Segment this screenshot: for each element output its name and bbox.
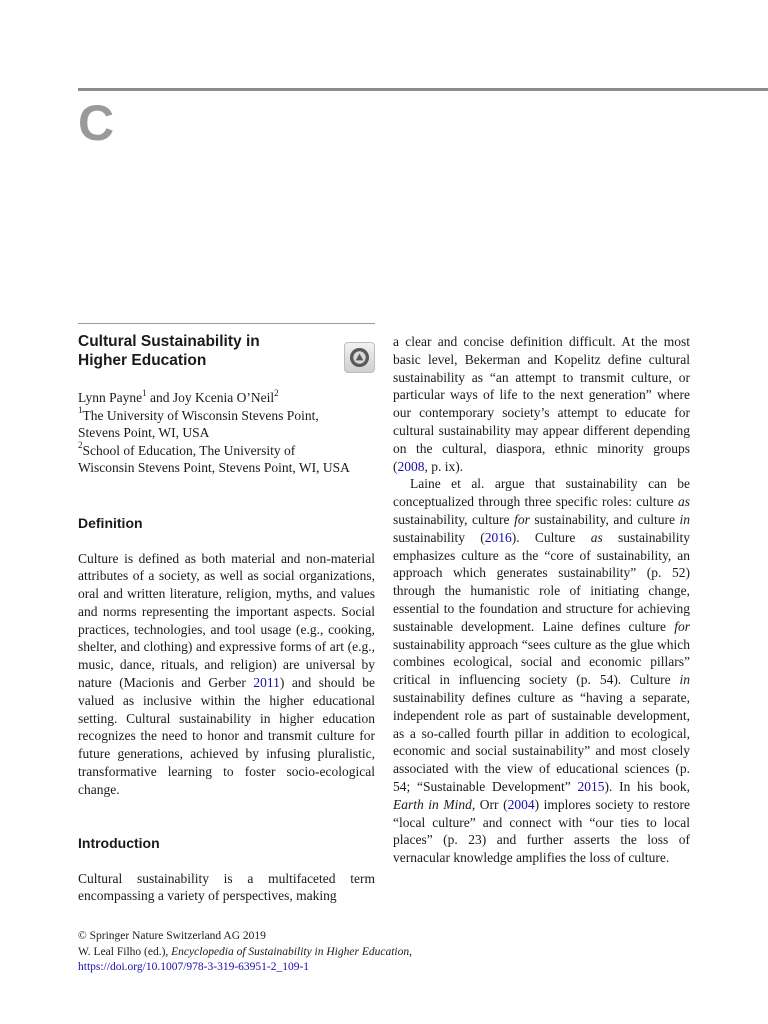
- right-column: [393, 333, 690, 867]
- section-letter: C: [78, 95, 115, 151]
- title-rule: [78, 323, 375, 324]
- doi-link[interactable]: https://doi.org/10.1007/978-3-319-63951-2_109-1: [78, 961, 310, 973]
- right-paragraph-2: Laine et al. argue that sustainability can be conceptualized through three specific roles: culture as sustainability, culture for sustainability, and culture in sustainability (2016). Culture as sustainability emphasizes culture as the “core of sustainability, an approach which generates sustainability” (p. 52) through the humanistic role of initiating change, essential to the foundation and structure for achieving sustainable development. Laine defines culture for sustainability approach “sees culture as the glue which combines ecological, social and economic pillars” critical in influencing society (p. 54). Culture in sustainability defines culture as “having a separate, independent role as part of sustainable development, as a so-called fourth pillar in addition to ecological, economic and social sustainability” and most closely associated with the view of educational sciences (p. 54; “Sustainable Development” 2015). In his book, Earth in Mind, Orr (2004) implores society to restore “local culture” and connect with “our ties to local places” (p. 23) and further asserts the loss of vernacular knowledge amplifies the loss of culture.: [393, 476, 691, 866]
- footer: [78, 929, 412, 976]
- citation-link-2015[interactable]: 2015: [577, 778, 605, 794]
- citation-link-2008[interactable]: 2008: [397, 458, 425, 474]
- crossmark-icon[interactable]: [344, 342, 375, 373]
- title-block: [78, 332, 375, 370]
- authors: Lynn Payne$^1$ and Joy Kcenia O’Neil$^2$: [78, 387, 279, 405]
- definition-heading: Definition: [78, 514, 143, 531]
- article-title: Cultural Sustainability in Higher Education: [78, 333, 260, 369]
- introduction-heading: Introduction: [78, 834, 160, 851]
- citation: W. Leal Filho (ed.), Encyclopedia of Sustainability in Higher Education,: [78, 945, 412, 958]
- right-paragraph-1: a clear and concise definition difficult. At the most basic level, Bekerman and Kopelitz define cultural sustainability as “an attempt to transmit culture, or particular ways of life to the next generation” where our contemporary society’s attempt to educate for cultural sustainability may appear different depending on the cultural, diaspora, ethnic minority groups (2008, p. ix).: [393, 334, 690, 474]
- left-column: [78, 323, 375, 905]
- citation-link-2011[interactable]: 2011: [253, 675, 280, 691]
- citation-link-2016[interactable]: 2016: [484, 529, 512, 545]
- copyright: © Springer Nature Switzerland AG 2019: [78, 930, 266, 942]
- introduction-paragraph: Cultural sustainability is a multifaceted term encompassing a variety of perspectives, making: [78, 870, 375, 904]
- definition-paragraph: Culture is defined as both material and non-material attributes of a society, as well as social organizations, oral and written literature, religion, myths, and values and norms representing the important aspects. Social practices, technologies, and tool usage (e.g., cooking, shelter, and clothing) and expressive forms of art (e.g., music, dance, rituals, and religion) are universal by nature (Macionis and Gerber 2011) and should be valued as inclusive within the higher educational setting. Cultural sustainability in higher education recognizes the need to honor and transmit culture for future generations, achieved by infusing pluralistic, transformative learning to foster socio-ecological change.: [78, 550, 376, 797]
- affiliation-2: $^2$School of Education, The University of Wisconsin Stevens Point, Stevens Point, WI, USA: [78, 440, 350, 475]
- top-rule: [78, 88, 768, 91]
- citation-link-2004[interactable]: 2004: [507, 796, 535, 812]
- affiliation-1: $^1$The University of Wisconsin Stevens Point, Stevens Point, WI, USA: [78, 405, 319, 440]
